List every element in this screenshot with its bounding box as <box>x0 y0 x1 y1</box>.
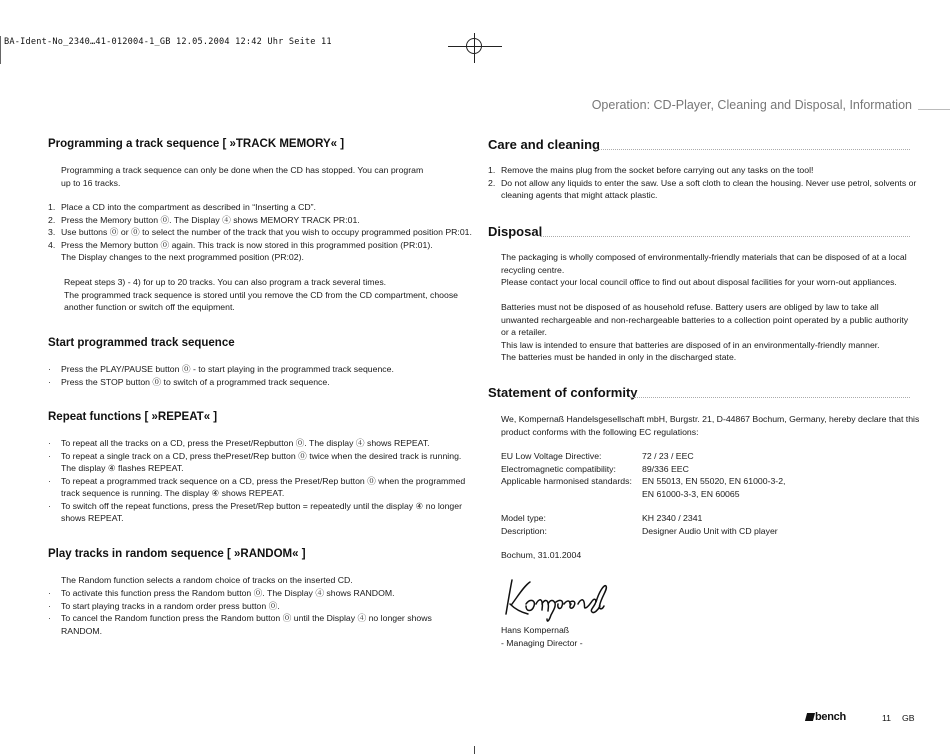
bullet-text: Press the PLAY/PAUSE button ⓪ - to start playing in the programmed track sequence. <box>61 364 394 374</box>
bullet-text: shows REPEAT. <box>61 513 124 523</box>
track-memory-intro <box>61 164 471 189</box>
disposal-line: Please contact your local council office to find out about disposal facilities for your worn-out appliances. <box>501 277 897 287</box>
regulation-value: EN 61000-3-3, EN 60065 <box>642 488 740 499</box>
bullet-item <box>48 363 473 376</box>
bullet-item <box>48 376 473 389</box>
step-text: Press the Memory button ⓪. The Display ④ shows MEMORY TRACK PR:01. <box>61 214 360 225</box>
step-item <box>48 226 473 239</box>
bullet-text: To repeat a single track on a CD, press thePreset/Rep button ⓪ twice when the desired track is running. <box>61 450 462 461</box>
heading-random: Play tracks in random sequence [ »RANDOM« ] <box>48 548 306 560</box>
step-number: 4. <box>48 239 56 250</box>
care-list <box>488 164 917 202</box>
conformity-line: We, Kompernaß Handelsgesellschaft mbH, Burgstr. 21, D-44867 Bochum, Germany, hereby declare that this <box>501 414 920 424</box>
regulation-key: Applicable harmonised standards: <box>501 476 632 486</box>
start-programmed-list <box>48 363 473 388</box>
running-head: Operation: CD-Player, Cleaning and Disposal, Information <box>591 98 912 112</box>
step-text: Place a CD into the compartment as described in “Inserting a CD”. <box>61 202 316 212</box>
heading-conformity: Statement of conformity <box>488 385 638 400</box>
bullet-dot: · <box>48 376 51 387</box>
disposal-line: or a retailer. <box>501 327 547 337</box>
bullet-dot: · <box>48 500 51 511</box>
bullet-item <box>48 587 473 600</box>
disposal-line: This law is intended to ensure that batteries are disposed of in an environmentally-friendly manner. <box>501 339 880 350</box>
model-value: KH 2340 / 2341 <box>642 513 703 523</box>
conformity-intro <box>501 413 920 438</box>
heading-rule <box>540 236 910 237</box>
heading-rule <box>595 149 910 150</box>
item-text: Do not allow any liquids to enter the saw. Use a soft cloth to clean the housing. Never use petrol, solvents or <box>501 177 917 188</box>
disposal-line: The batteries must be handed in only in the discharged state. <box>501 352 737 362</box>
repeat-list <box>48 437 473 525</box>
step-text: The Display changes to the next programmed position (PR:02). <box>61 252 304 262</box>
disposal-line: unwanted rechargeable and non-rechargeable batteries to a collection point operated by a public authority <box>501 314 909 325</box>
crop-mark-left <box>0 36 1 64</box>
brand-name: bench <box>815 711 846 723</box>
step-number: 2. <box>48 214 56 225</box>
signature-image <box>500 574 615 622</box>
item-number: 1. <box>488 165 496 175</box>
heading-repeat: Repeat functions [ »REPEAT« ] <box>48 411 218 423</box>
language-code: GB <box>902 713 915 723</box>
bullet-dot: · <box>48 450 51 461</box>
regulation-value: EN 55013, EN 55020, EN 61000-3-2, <box>642 476 786 486</box>
step-text: Press the Memory button ⓪ again. This track is now stored in this programmed position (PR:01). <box>61 239 433 250</box>
step-item <box>48 201 473 214</box>
step-number: 1. <box>48 202 56 212</box>
bullet-text: Press the STOP button ⓪ to switch of a programmed track sequence. <box>61 376 330 387</box>
intro-line: Programming a track sequence can only be done when the CD has stopped. You can program <box>61 165 424 175</box>
bullet-dot: · <box>48 600 51 611</box>
track-memory-steps <box>48 201 473 264</box>
print-slug: BA-Ident-No_2340…41-012004-1_GB 12.05.2004 12:42 Uhr Seite 11 <box>4 37 332 47</box>
disposal-line: recycling centre. <box>501 264 565 275</box>
bullet-item <box>48 612 473 637</box>
bullet-dot: · <box>48 613 51 623</box>
bullet-dot: · <box>48 438 51 448</box>
bullet-item <box>48 437 473 450</box>
conformity-line: product conforms with the following EC regulations: <box>501 426 699 437</box>
random-intro <box>61 574 471 587</box>
bullet-item <box>48 500 473 525</box>
bullet-text: To repeat a programmed track sequence on a CD, press the Preset/Rep button ⓪ when the programmed <box>61 475 466 486</box>
care-item <box>488 177 917 202</box>
regulation-value: 89/336 EEC <box>642 463 689 474</box>
bullet-item <box>48 475 473 500</box>
heading-disposal: Disposal <box>488 224 543 239</box>
model-key: Description: <box>501 525 547 536</box>
item-text: cleaning agents that might attack plastic. <box>501 190 658 200</box>
bullet-text: To activate this function press the Random button ⓪. The Display ④ shows RANDOM. <box>61 588 395 598</box>
bullet-text: To start playing tracks in a random order press button ⓪. <box>61 600 280 611</box>
care-item <box>488 164 913 177</box>
model-value: Designer Audio Unit with CD player <box>642 525 778 536</box>
item-number: 2. <box>488 177 496 188</box>
step-item <box>48 239 473 264</box>
place-date: Bochum, 31.01.2004 <box>501 550 582 560</box>
bullet-text: RANDOM. <box>61 625 103 636</box>
step-number: 3. <box>48 227 56 237</box>
regulation-value: 72 / 23 / EEC <box>642 451 694 461</box>
bullet-item <box>48 600 473 613</box>
signer-block <box>501 624 583 649</box>
bullet-item <box>48 450 473 475</box>
spacer <box>501 289 913 302</box>
step-text: Use buttons ⓪ or ⓪ to select the number of the track that you wish to occupy programmed position PR:01. <box>61 227 472 237</box>
registration-mark-circle <box>466 38 482 54</box>
running-head-rule <box>918 109 950 110</box>
brand-mark-icon <box>805 713 815 721</box>
page-number: 11 <box>882 713 892 723</box>
regulations-table <box>501 450 913 500</box>
heading-start-programmed: Start programmed track sequence <box>48 337 235 349</box>
note-line: Repeat steps 3) - 4) for up to 20 tracks. You can also program a track several times. <box>64 277 387 287</box>
bullet-dot: · <box>48 588 51 598</box>
heading-track-memory: Programming a track sequence [ »TRACK MEMORY« ] <box>48 138 345 150</box>
random-intro-line: The Random function selects a random choice of tracks on the inserted CD. <box>61 575 353 585</box>
disposal-text <box>501 251 913 364</box>
heading-rule <box>630 397 910 398</box>
signer-title: - Managing Director - <box>501 637 583 648</box>
track-memory-repeat-note <box>64 276 474 314</box>
bullet-dot: · <box>48 364 51 374</box>
random-list <box>48 587 473 637</box>
model-table <box>501 512 913 538</box>
bullet-text: The display ④ flashes REPEAT. <box>61 463 184 473</box>
disposal-line: The packaging is wholly composed of environmentally-friendly materials that can be disposed of at a local <box>501 252 907 262</box>
disposal-line: Batteries must not be disposed of as household refuse. Battery users are obliged by law to take all <box>501 302 879 312</box>
regulation-key: Electromagnetic compatibility: <box>501 463 616 474</box>
signer-name: Hans Kompernaß <box>501 625 570 635</box>
bullet-text: To cancel the Random function press the Random button ⓪ until the Display ④ no longer shows <box>61 613 432 623</box>
crop-mark-bottom <box>474 746 475 754</box>
bullet-text: To repeat all the tracks on a CD, press the Preset/Repbutton ⓪. The display ④ shows REPEAT. <box>61 438 430 448</box>
item-text: Remove the mains plug from the socket before carrying out any tasks on the tool! <box>501 165 814 175</box>
heading-care: Care and cleaning <box>488 137 600 152</box>
bullet-text: To switch off the repeat functions, press the Preset/Rep button = repeatedly until the display ④ no longer <box>61 500 462 511</box>
model-key: Model type: <box>501 513 546 523</box>
brand-logo <box>806 711 846 723</box>
bullet-text: track sequence is running. The display ④ shows REPEAT. <box>61 488 285 498</box>
regulation-key: EU Low Voltage Directive: <box>501 451 602 461</box>
note-line: The programmed track sequence is stored until you remove the CD from the CD compartment, choose <box>64 289 459 300</box>
note-line: another function or switch off the equipment. <box>64 302 235 312</box>
intro-line: up to 16 tracks. <box>61 177 121 188</box>
bullet-dot: · <box>48 475 51 486</box>
step-item <box>48 214 473 227</box>
